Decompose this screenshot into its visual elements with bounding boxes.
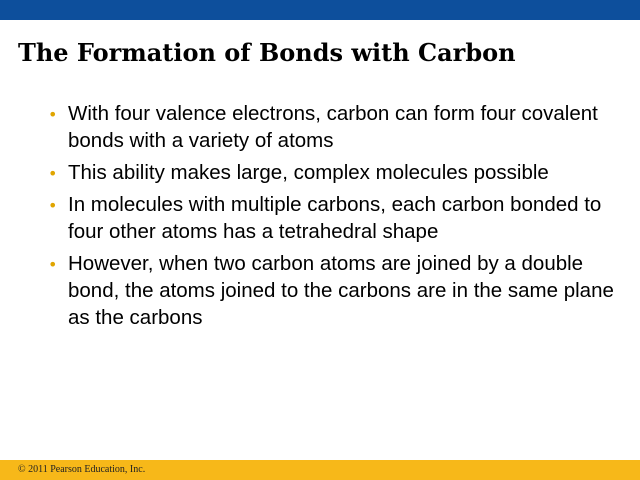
- bullet-item: [48, 100, 618, 154]
- bullet-dot-icon: •: [48, 105, 58, 124]
- bullet-list: [48, 100, 618, 336]
- slide-title: The Formation of Bonds with Carbon: [18, 38, 516, 67]
- bullet-text: However, when two carbon atoms are joined by a double bond, the atoms joined to the carbons are in the same plane as the carbons: [68, 252, 614, 329]
- bullet-dot-icon: •: [48, 196, 58, 215]
- bullet-text: In molecules with multiple carbons, each carbon bonded to four other atoms has a tetrahedral shape: [68, 193, 602, 243]
- bullet-dot-icon: •: [48, 164, 58, 183]
- bullet-text: With four valence electrons, carbon can form four covalent bonds with a variety of atoms: [68, 102, 598, 152]
- bullet-text: This ability makes large, complex molecules possible: [68, 161, 549, 184]
- bullet-item: [48, 250, 618, 331]
- bullet-item: [48, 191, 618, 245]
- copyright-notice: © 2011 Pearson Education, Inc.: [18, 464, 146, 475]
- bullet-dot-icon: •: [48, 255, 58, 274]
- bullet-item: [48, 159, 618, 186]
- header-bar: [0, 0, 640, 20]
- footer-bar: [0, 460, 640, 480]
